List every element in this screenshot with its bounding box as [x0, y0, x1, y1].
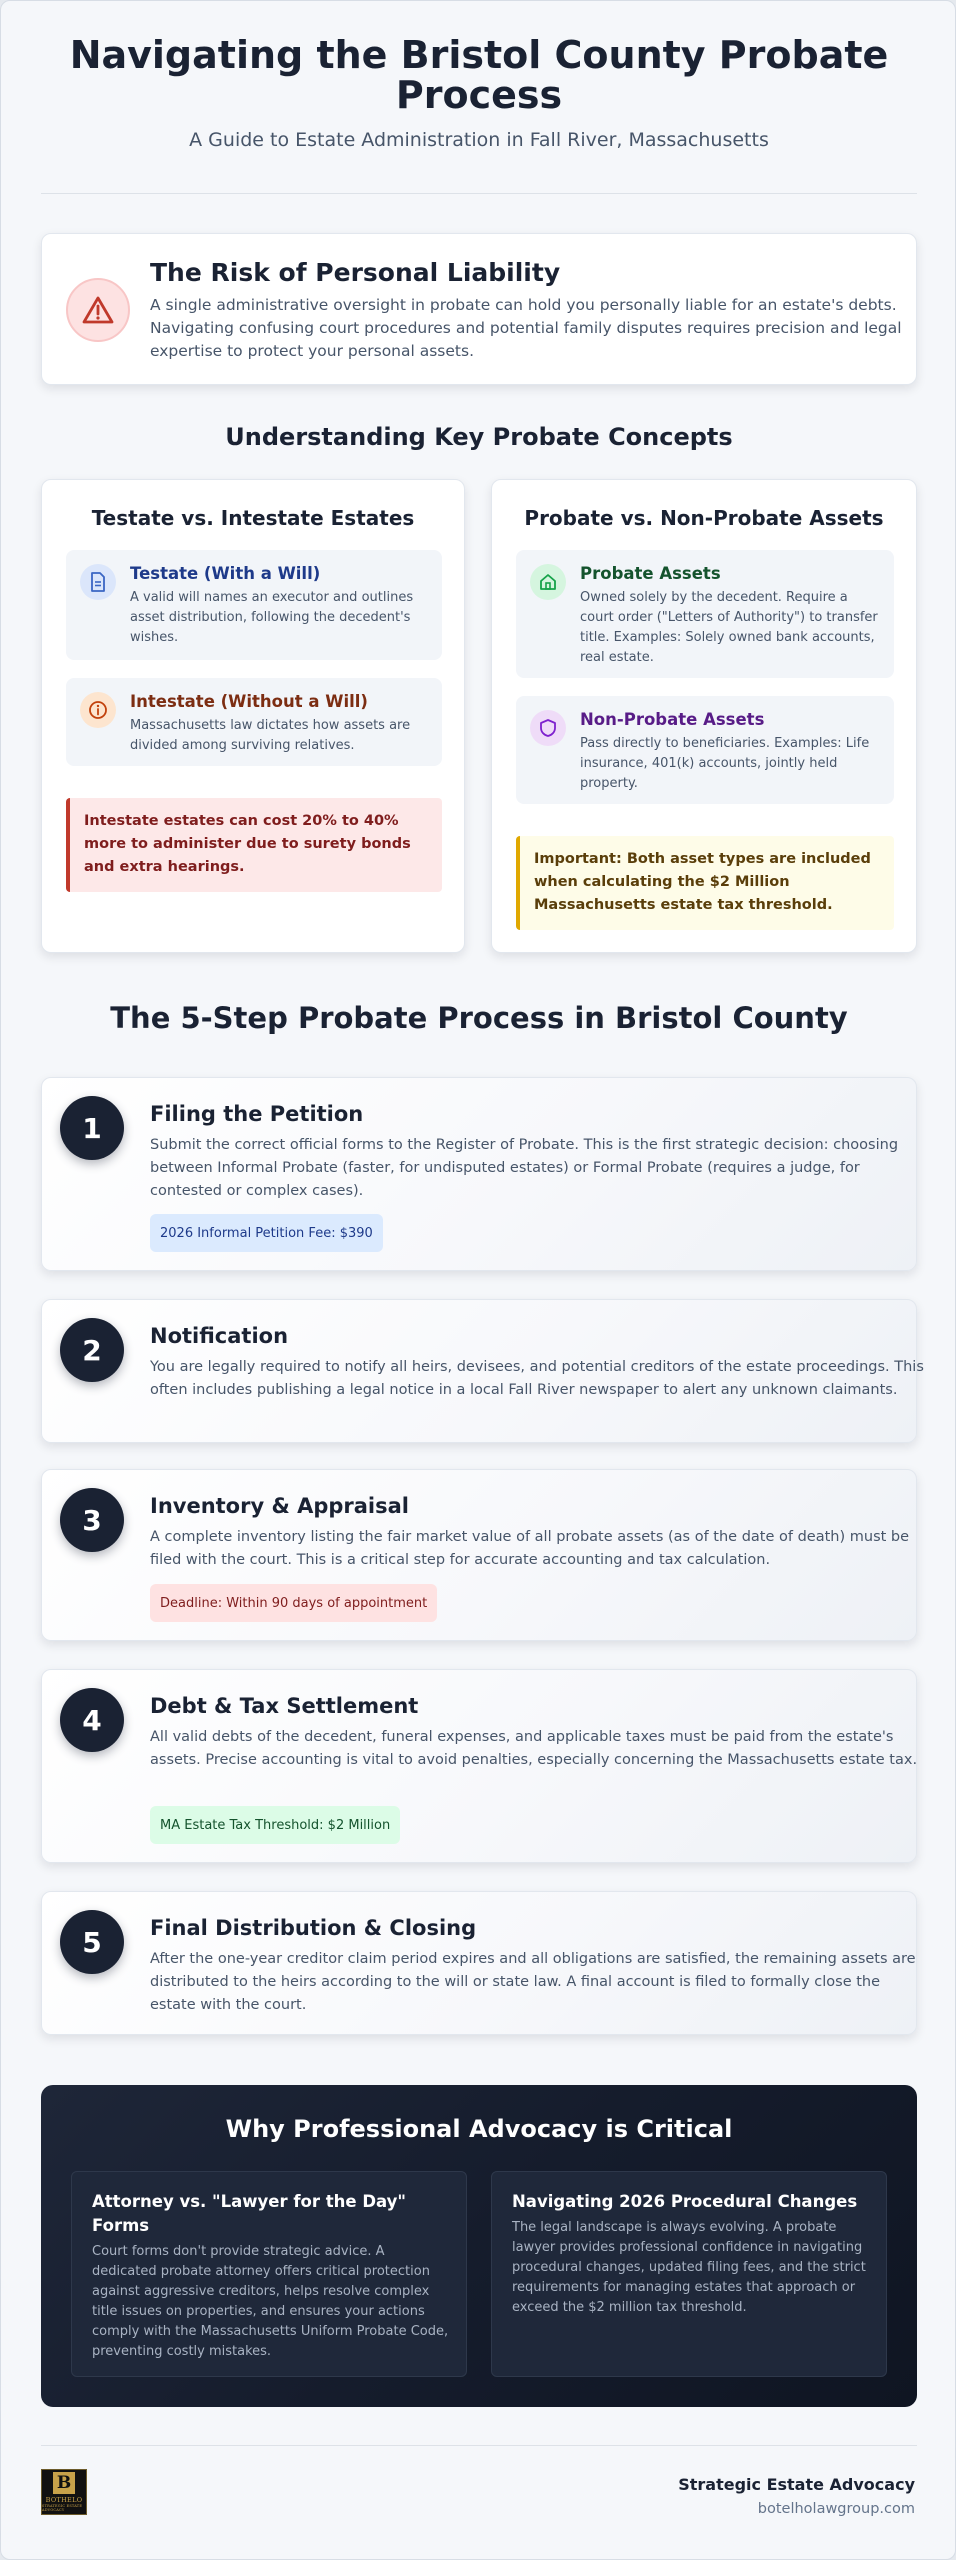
estate-tax-callout: Important: Both asset types are included when calculating the $2 Million Massachusetts estate tax threshold.	[516, 836, 894, 930]
advocacy-card-title: Attorney vs. "Lawyer for the Day" Forms	[92, 2192, 406, 2235]
tax-threshold-badge: MA Estate Tax Threshold: $2 Million	[150, 1806, 400, 1844]
concepts-heading: Understanding Key Probate Concepts	[225, 423, 733, 451]
document-icon	[80, 564, 116, 600]
assets-card-title: Probate vs. Non-Probate Assets	[524, 506, 884, 530]
probate-assets-text: Owned solely by the decedent. Require a court order ("Letters of Authority") to transfer title. Examples: Solely owned bank accounts, real estate.	[580, 590, 878, 665]
testate-item	[66, 550, 442, 660]
step-text: A complete inventory listing the fair market value of all probate assets (as of the date of death) must be filed with the court. This is a critical step for accurate accounting and tax calculation.	[150, 1529, 910, 1568]
advocacy-heading: Why Professional Advocacy is Critical	[225, 2115, 733, 2143]
logo-tagline: STRATEGIC ESTATE ADVOCACY	[42, 2504, 83, 2512]
advocacy-section	[41, 2085, 917, 2407]
step-inventory-appraisal	[41, 1469, 917, 1641]
page-subtitle: A Guide to Estate Administration in Fall River, Massachusetts	[189, 129, 769, 151]
advocacy-card-text: The legal landscape is always evolving. A probate lawyer provides professional confidence in navigating procedural changes, updated filing fees, and the strict requirements for managing estates that approach or exceed the $2 million tax threshold.	[512, 2220, 866, 2315]
intestate-cost-callout: Intestate estates can cost 20% to 40% more to administer due to surety bonds and extra hearings.	[66, 798, 442, 892]
footer-brand: Strategic Estate Advocacy	[678, 2475, 915, 2494]
risk-title: The Risk of Personal Liability	[150, 258, 561, 287]
probate-assets-item	[516, 550, 894, 678]
probate-assets-title: Probate Assets	[580, 564, 721, 583]
header-divider	[41, 193, 917, 194]
step-number: 2	[60, 1318, 124, 1382]
page-title: Navigating the Bristol County Probate Process	[69, 33, 889, 117]
step-title: Notification	[150, 1324, 289, 1348]
step-title: Final Distribution & Closing	[150, 1916, 477, 1940]
firm-logo	[41, 2469, 87, 2515]
logo-name: BOTHELO	[45, 2496, 83, 2504]
step-number: 3	[60, 1488, 124, 1552]
process-heading: The 5-Step Probate Process in Bristol County	[110, 1001, 848, 1035]
non-probate-assets-title: Non-Probate Assets	[580, 710, 765, 729]
shield-icon	[530, 710, 566, 746]
step-text: All valid debts of the decedent, funeral expenses, and applicable taxes must be paid from the estate's assets. Precise accounting is vital to avoid penalties, especially concerning the Massachusetts estate tax.	[150, 1729, 918, 1768]
advocacy-card-text: Court forms don't provide strategic advice. A dedicated probate attorney offers critical protection against aggressive creditors, helps resolve complex title issues on properties, and ensures your actions comply with the Massachusetts Uniform Probate Code, preventing costly mistakes.	[92, 2244, 449, 2359]
step-number: 1	[60, 1096, 124, 1160]
intestate-title: Intestate (Without a Will)	[130, 692, 368, 711]
step-number: 5	[60, 1910, 124, 1974]
testate-intestate-card	[41, 479, 465, 953]
step-debt-tax	[41, 1669, 917, 1863]
step-text: Submit the correct official forms to the Register of Probate. This is the first strategic decision: choosing between Informal Probate (faster, for undisputed estates) or Formal Probate (requires a judge, for contested or complex cases).	[150, 1137, 899, 1199]
advocacy-card-procedural	[491, 2171, 887, 2377]
testate-title: Testate (With a Will)	[130, 564, 321, 583]
intestate-text: Massachusetts law dictates how assets are divided among surviving relatives.	[130, 718, 411, 753]
intestate-item	[66, 678, 442, 766]
info-circle-icon	[80, 692, 116, 728]
step-text: After the one-year creditor claim period expires and all obligations are satisfied, the remaining assets are distributed to the heirs according to the will or state law. A final account is filed to formally close the estate with the court.	[150, 1951, 916, 2013]
advocacy-card-title: Navigating 2026 Procedural Changes	[512, 2192, 858, 2211]
step-filing-petition	[41, 1077, 917, 1271]
deadline-badge: Deadline: Within 90 days of appointment	[150, 1584, 437, 1622]
home-icon	[530, 564, 566, 600]
footer-url[interactable]: botelholawgroup.com	[757, 2501, 915, 2517]
testate-card-title: Testate vs. Intestate Estates	[91, 506, 415, 530]
non-probate-assets-item	[516, 696, 894, 804]
step-text: You are legally required to notify all heirs, devisees, and potential creditors of the estate proceedings. This often includes publishing a legal notice in a local Fall River newspaper to alert any unknown claimants.	[150, 1359, 924, 1398]
testate-text: A valid will names an executor and outlines asset distribution, following the decedent's wishes.	[130, 590, 414, 645]
non-probate-assets-text: Pass directly to beneficiaries. Examples: Life insurance, 401(k) accounts, jointly held property.	[580, 736, 870, 791]
fee-badge: 2026 Informal Petition Fee: $390	[150, 1214, 383, 1252]
logo-letter: B	[53, 2472, 75, 2494]
footer-divider	[41, 2445, 917, 2446]
step-notification	[41, 1299, 924, 1443]
risk-text: A single administrative oversight in probate can hold you personally liable for an estate's debts. Navigating confusing court procedures and potential family disputes requires precision and legal expertise to protect your personal assets.	[150, 296, 902, 360]
warning-triangle-icon	[66, 278, 130, 342]
probate-assets-card	[491, 479, 917, 953]
advocacy-card-attorney	[71, 2171, 467, 2377]
step-title: Inventory & Appraisal	[150, 1494, 410, 1518]
step-final-distribution	[41, 1891, 917, 2035]
step-title: Filing the Petition	[150, 1102, 364, 1126]
step-title: Debt & Tax Settlement	[150, 1694, 419, 1718]
step-number: 4	[60, 1688, 124, 1752]
risk-card	[41, 233, 917, 385]
